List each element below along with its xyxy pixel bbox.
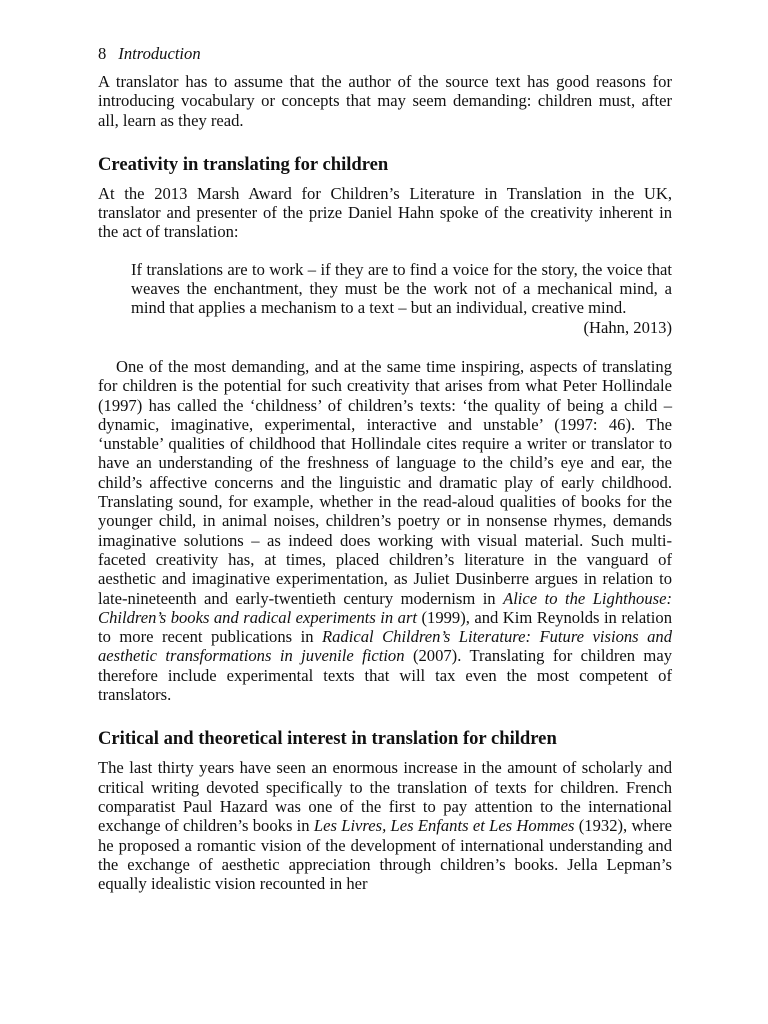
book-title: Les Livres, Les Enfants et Les Hommes bbox=[313, 816, 575, 836]
page-number: 8 bbox=[98, 44, 107, 63]
body-text: One of the most demanding, and at the same time inspiring, aspects of translating for children is the potential for such creativity that arises from what Peter Hollindale (1997) has called the ‘childness’ of children’s texts: ‘the quality of being a child – dynamic, imaginative, experimental, interactive and unstable’ (1997: 46). The ‘unstable’ qualities of childhood that Hollindale cites require a writer or translator to have an understanding of the freshness of language to the child’s eye and ear, the child’s affective concerns and the linguistic and dramatic play of early childhood. Translating sound, for example, whether in the read-aloud qualities of books for the younger child, in animal noises, children’s poetry or in nonsense rhymes, demands imaginative solutions – as indeed does working with visual material. Such multi-faceted creativity has, at times, placed children’s literature in the vanguard of aesthetic and imaginative experimentation, as Juliet Dusinberre argues in relation to late-nineteenth and early-twentieth century modernism in bbox=[98, 356, 672, 608]
section-heading-creativity: Creativity in translating for children bbox=[98, 153, 389, 175]
block-quote-text: If translations are to work – if they are to find a voice for the story, the voice that weaves the enchantment, they must be the work not of a mechanical mind, a mind that applies a mechanism to a text – but an individual, creative mind. bbox=[131, 259, 672, 318]
block-quote bbox=[131, 260, 672, 337]
book-title: Alice to the Lighthouse: Children’s books and radical experiments in art bbox=[98, 588, 672, 627]
body-text: The last thirty years have seen an enormous increase in the amount of scholarly and critical writing devoted specifically to the translation of texts for children. French comparatist Paul Hazard was one of the first to pay attention to the international exchange of children’s books in bbox=[98, 758, 672, 836]
book-page bbox=[98, 44, 672, 893]
section-intro-paragraph: At the 2013 Marsh Award for Children’s Literature in Translation in the UK, translator and presenter of the prize Daniel Hahn spoke of the creativity inherent in the act of translation: bbox=[98, 183, 672, 242]
running-head bbox=[98, 44, 672, 64]
body-text: (2007). Translating for children may therefore include experimental texts that will tax even the most competent of translators. bbox=[98, 646, 672, 705]
block-quote-citation: (Hahn, 2013) bbox=[583, 317, 672, 337]
opening-paragraph: A translator has to assume that the author of the source text has good reasons for introducing vocabulary or concepts that may seem demanding: children must, after all, learn as they read. bbox=[98, 72, 672, 130]
body-text: (1932), where he proposed a romantic vision of the development of international understanding and the exchange of aesthetic appreciation through children’s books. Jella Lepman’s equally idealistic vision recounted in her bbox=[98, 816, 672, 894]
section-heading-critical: Critical and theoretical interest in translation for children bbox=[98, 728, 557, 750]
body-paragraph-critical bbox=[98, 758, 672, 893]
body-paragraph-creativity bbox=[98, 357, 672, 704]
running-title: Introduction bbox=[118, 44, 201, 63]
book-title: Radical Children’s Literature: Future visions and aesthetic transformations in juvenile fiction bbox=[98, 627, 672, 666]
body-text: (1999), and Kim Reynolds in relation to more recent publications in bbox=[98, 607, 672, 647]
